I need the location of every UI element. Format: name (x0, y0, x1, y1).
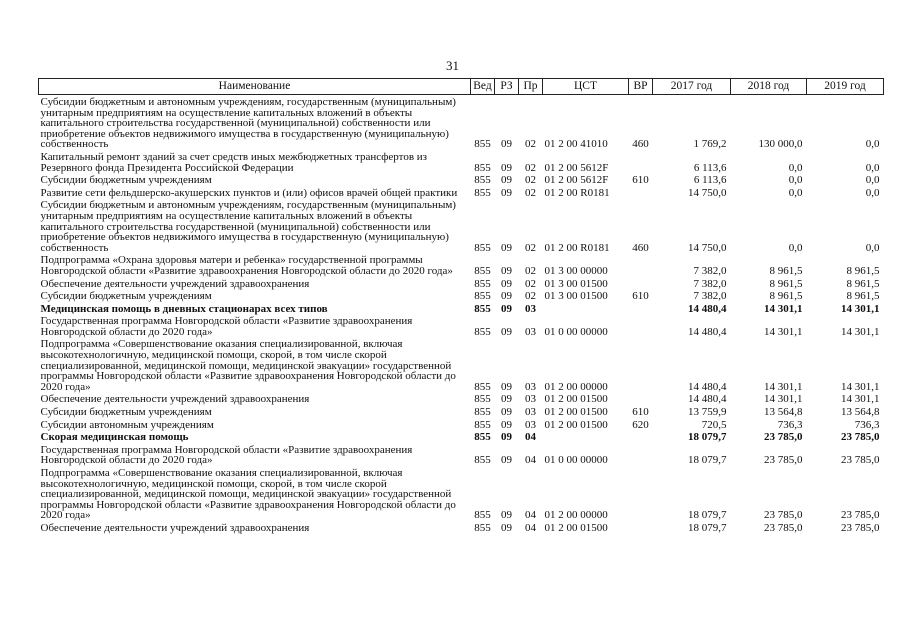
cell-pr: 03 (525, 380, 536, 393)
cell-2017: 18 079,7 (688, 454, 727, 467)
cell-2018: 14 301,1 (764, 393, 803, 406)
col-header-2019: 2019 год (807, 79, 884, 95)
cell-pr: 03 (525, 302, 536, 315)
cell-cst (543, 430, 629, 443)
cell-vr: 610 (632, 406, 649, 419)
table-row (39, 337, 884, 392)
table-row (39, 314, 884, 337)
cell-vr (629, 521, 653, 534)
cell-pr: 04 (525, 454, 536, 467)
cell-cst: 01 2 00 01500 (544, 393, 608, 406)
cell-vr: 610 (632, 290, 649, 303)
cell-pr: 02 (525, 161, 536, 174)
col-header-rz: РЗ (495, 79, 519, 95)
cell-2019: 0,0 (865, 241, 880, 254)
cell-pr: 02 (525, 290, 536, 303)
cell-rz: 09 (501, 302, 512, 315)
cell-rz: 09 (501, 161, 512, 174)
cell-vr (629, 392, 653, 405)
cell-pr: 03 (525, 418, 536, 431)
cell-pr: 03 (525, 325, 536, 338)
cell-name: Капитальный ремонт зданий за счет средств иных межбюджетных трансфертов из Резервного фонда Президента Российской Федерации (40, 150, 427, 174)
cell-2017: 1 769,2 (693, 138, 727, 151)
cell-2019: 736,3 (854, 418, 880, 431)
cell-rz: 09 (501, 431, 512, 444)
cell-rz: 09 (501, 521, 512, 534)
cell-rz: 09 (501, 325, 512, 338)
cell-name: Субсидии бюджетным учреждениям (40, 174, 212, 187)
cell-rz: 09 (501, 290, 512, 303)
cell-name: Медицинская помощь в дневных стационарах всех типов (40, 302, 328, 315)
cell-2018: 23 785,0 (764, 521, 803, 534)
cell-rz: 09 (501, 138, 512, 151)
cell-2019: 23 785,0 (841, 509, 880, 522)
cell-ved: 855 (474, 393, 491, 406)
cell-vr (629, 186, 653, 199)
cell-2019: 14 301,1 (841, 380, 880, 393)
cell-name: Субсидии бюджетным и автономным учреждениям, государственным (муниципальным) унитарным предприятиям на осуществление капитальных вложений в объекты капитального строительства государственной (муниципальной) собственности или приобретение объектов недвижимого имущества в государственную (муниципальную) собственность (40, 96, 456, 151)
cell-pr: 04 (525, 521, 536, 534)
cell-cst: 01 2 00 R0181 (544, 186, 610, 199)
table-row (39, 173, 884, 186)
cell-2019: 23 785,0 (841, 454, 880, 467)
cell-2017: 18 079,7 (688, 509, 727, 522)
cell-cst: 01 2 00 R0181 (544, 241, 610, 254)
cell-2018: 736,3 (777, 418, 803, 431)
cell-cst: 01 0 00 00000 (544, 454, 608, 467)
cell-2019: 14 301,1 (841, 302, 880, 315)
cell-2019: 8 961,5 (846, 277, 880, 290)
cell-cst: 01 0 00 00000 (544, 325, 608, 338)
cell-2017: 7 382,0 (693, 264, 727, 277)
col-header-pr: Пр (519, 79, 543, 95)
cell-ved: 855 (474, 302, 491, 315)
cell-rz: 09 (501, 186, 512, 199)
cell-pr: 03 (525, 406, 536, 419)
cell-ved: 855 (474, 380, 491, 393)
cell-2019: 13 564,8 (841, 406, 880, 419)
table-row (39, 198, 884, 253)
table-row (39, 418, 884, 431)
cell-pr: 04 (525, 431, 536, 444)
cell-2018: 0,0 (788, 174, 803, 187)
col-header-2017: 2017 год (653, 79, 731, 95)
cell-rz: 09 (501, 241, 512, 254)
cell-2018: 14 301,1 (764, 325, 803, 338)
cell-cst (543, 302, 629, 315)
cell-rz: 09 (501, 264, 512, 277)
cell-vr (629, 302, 653, 315)
cell-cst: 01 2 00 00000 (544, 509, 608, 522)
cell-ved: 855 (474, 161, 491, 174)
cell-2017: 6 113,6 (693, 174, 727, 187)
cell-2019: 8 961,5 (846, 264, 880, 277)
cell-vr: 460 (632, 138, 649, 151)
cell-2017: 7 382,0 (693, 290, 727, 303)
cell-cst: 01 2 00 01500 (544, 521, 608, 534)
cell-2019: 23 785,0 (841, 431, 880, 444)
cell-name: Государственная программа Новгородской области «Развитие здравоохранения Новгородской области до 2020 года» (40, 315, 413, 338)
cell-name: Субсидии бюджетным учреждениям (40, 290, 212, 303)
cell-2017: 14 480,4 (688, 302, 727, 315)
cell-2018: 8 961,5 (769, 277, 803, 290)
cell-rz: 09 (501, 509, 512, 522)
cell-2017: 14 480,4 (688, 380, 727, 393)
col-header-2018: 2018 год (731, 79, 807, 95)
col-header-ved: Вед (471, 79, 495, 95)
cell-vr (629, 337, 653, 392)
cell-rz: 09 (501, 174, 512, 187)
cell-vr (629, 253, 653, 276)
cell-name: Подпрограмма «Охрана здоровья матери и ребенка» государственной программы Новгородской области «Развитие здравоохранения Новгородской области до 2020 года» (40, 254, 453, 277)
cell-2018: 0,0 (788, 161, 803, 174)
cell-pr: 02 (525, 186, 536, 199)
cell-name: Субсидии бюджетным и автономным учреждениям, государственным (муниципальным) унитарным предприятиям на осуществление капитальных вложений в объекты капитального строительства государственной (муниципальной) собственности или приобретение объектов недвижимого имущества в государственную (муниципальную) собственность (40, 199, 456, 254)
cell-ved: 855 (474, 241, 491, 254)
cell-2017: 18 079,7 (688, 521, 727, 534)
cell-ved: 855 (474, 174, 491, 187)
cell-cst: 01 2 00 01500 (544, 406, 608, 419)
col-header-cst: ЦСТ (543, 79, 629, 95)
cell-ved: 855 (474, 406, 491, 419)
table-row (39, 150, 884, 173)
cell-rz: 09 (501, 393, 512, 406)
cell-vr (629, 277, 653, 290)
cell-name: Обеспечение деятельности учреждений здравоохранения (40, 521, 310, 534)
cell-ved: 855 (474, 186, 491, 199)
cell-rz: 09 (501, 380, 512, 393)
cell-cst: 01 3 00 01500 (544, 290, 608, 303)
cell-2019: 0,0 (865, 186, 880, 199)
cell-pr: 03 (525, 393, 536, 406)
cell-2017: 7 382,0 (693, 277, 727, 290)
cell-cst: 01 2 00 5612F (544, 174, 609, 187)
cell-ved: 855 (474, 138, 491, 151)
table-body (39, 95, 884, 534)
cell-2018: 8 961,5 (769, 264, 803, 277)
cell-ved: 855 (474, 290, 491, 303)
cell-cst: 01 2 00 41010 (544, 138, 608, 151)
cell-vr (629, 430, 653, 443)
cell-2019: 0,0 (865, 138, 880, 151)
cell-vr (629, 443, 653, 466)
cell-pr: 02 (525, 138, 536, 151)
cell-2019: 14 301,1 (841, 393, 880, 406)
table-row (39, 392, 884, 405)
cell-2017: 13 759,9 (688, 406, 727, 419)
cell-ved: 855 (474, 418, 491, 431)
cell-pr: 02 (525, 277, 536, 290)
cell-2017: 720,5 (701, 418, 727, 431)
col-header-vr: ВР (629, 79, 653, 95)
cell-2018: 14 301,1 (764, 302, 803, 315)
cell-ved: 855 (474, 454, 491, 467)
cell-pr: 04 (525, 509, 536, 522)
cell-vr: 460 (632, 241, 649, 254)
table-row (39, 253, 884, 276)
cell-name: Подпрограмма «Совершенствование оказания специализированной, включая высокотехнологичную, медицинской помощи, скорой, в том числе скорой специализированной, медицинской помощи, медицинской эвакуации» государственной программы Новгородской области «Развитие здравоохранения Новгородской области до 2020 года» (40, 338, 456, 393)
cell-ved: 855 (474, 509, 491, 522)
cell-vr: 620 (632, 418, 649, 431)
table-row (39, 289, 884, 302)
table-row (39, 95, 884, 150)
cell-cst: 01 3 00 01500 (544, 277, 608, 290)
cell-2018: 23 785,0 (764, 431, 803, 444)
cell-2017: 14 750,0 (688, 186, 727, 199)
cell-cst: 01 2 00 5612F (544, 161, 609, 174)
cell-name: Скорая медицинская помощь (40, 431, 189, 444)
cell-2018: 0,0 (788, 186, 803, 199)
cell-2018: 23 785,0 (764, 509, 803, 522)
cell-ved: 855 (474, 521, 491, 534)
cell-2019: 8 961,5 (846, 290, 880, 303)
table-row (39, 186, 884, 199)
page-number: 31 (446, 58, 459, 73)
cell-2019: 23 785,0 (841, 521, 880, 534)
table-row (39, 405, 884, 418)
col-header-name: Наименование (39, 79, 471, 95)
cell-2017: 14 480,4 (688, 325, 727, 338)
cell-vr: 610 (632, 174, 649, 187)
table-header (39, 79, 884, 95)
cell-2019: 0,0 (865, 174, 880, 187)
cell-pr: 02 (525, 241, 536, 254)
cell-2019: 14 301,1 (841, 325, 880, 338)
cell-rz: 09 (501, 418, 512, 431)
cell-vr (629, 466, 653, 521)
cell-2019: 0,0 (865, 161, 880, 174)
cell-name: Обеспечение деятельности учреждений здравоохранения (40, 277, 310, 290)
cell-name: Государственная программа Новгородской области «Развитие здравоохранения Новгородской области до 2020 года» (40, 443, 413, 467)
table-section-row (39, 430, 884, 443)
cell-rz: 09 (501, 277, 512, 290)
cell-2018: 13 564,8 (764, 406, 803, 419)
cell-name: Субсидии бюджетным учреждениям (40, 406, 212, 419)
cell-ved: 855 (474, 277, 491, 290)
cell-cst: 01 3 00 00000 (544, 264, 608, 277)
cell-2017: 18 079,7 (688, 431, 727, 444)
cell-rz: 09 (501, 406, 512, 419)
cell-2018: 130 000,0 (758, 138, 803, 151)
cell-2017: 6 113,6 (693, 161, 727, 174)
cell-2018: 23 785,0 (764, 454, 803, 467)
cell-2018: 0,0 (788, 241, 803, 254)
budget-table (38, 78, 884, 534)
table-section-row (39, 302, 884, 315)
cell-2017: 14 750,0 (688, 241, 727, 254)
cell-2018: 8 961,5 (769, 290, 803, 303)
cell-name: Субсидии автономным учреждениям (40, 418, 214, 431)
table-row (39, 277, 884, 290)
cell-pr: 02 (525, 264, 536, 277)
cell-name: Развитие сети фельдшерско-акушерских пунктов и (или) офисов врачей общей практики (40, 186, 458, 199)
cell-2018: 14 301,1 (764, 380, 803, 393)
cell-name: Обеспечение деятельности учреждений здравоохранения (40, 393, 310, 406)
table-row (39, 443, 884, 466)
cell-pr: 02 (525, 174, 536, 187)
cell-2017: 14 480,4 (688, 393, 727, 406)
cell-cst: 01 2 00 01500 (544, 418, 608, 431)
table-row (39, 466, 884, 521)
cell-rz: 09 (501, 454, 512, 467)
cell-vr (629, 150, 653, 173)
cell-ved: 855 (474, 264, 491, 277)
cell-ved: 855 (474, 325, 491, 338)
table-row (39, 521, 884, 534)
cell-cst: 01 2 00 00000 (544, 380, 608, 393)
cell-vr (629, 314, 653, 337)
cell-name: Подпрограмма «Совершенствование оказания специализированной, включая высокотехнологичную, медицинской помощи, скорой, в том числе скорой специализированной, медицинской помощи, медицинской эвакуации» государственной программы Новгородской области «Развитие здравоохранения Новгородской области до 2020 года» (40, 467, 456, 522)
cell-ved: 855 (474, 431, 491, 444)
